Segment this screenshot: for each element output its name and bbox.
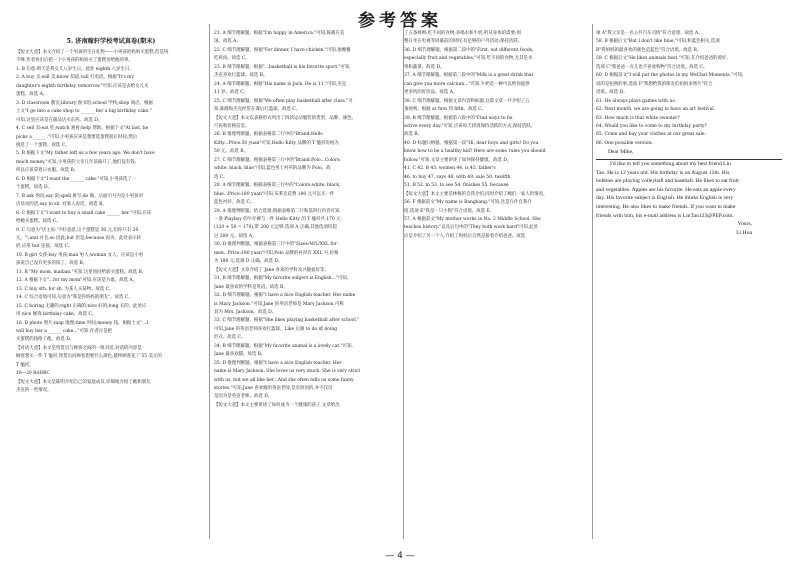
text-line: 语境。故选 D。 xyxy=(596,90,628,96)
text-line: 上文"I go into a cake shop to ______ her a big birthday cake." xyxy=(16,109,152,115)
letter-greeting: Dear Mike, xyxy=(608,149,634,156)
text-line: 59. C 根据后文"He likes animals best."可知,在介绍爸爸的爱好, xyxy=(596,56,728,62)
column-1-lines xyxy=(16,49,206,396)
text-line: 60. D 根据前文"I will put the photos in my WeChat Moments."可知, xyxy=(596,73,744,79)
column-2-lines xyxy=(214,30,402,410)
text-line: 更多钙的好饮品。故选 A。 xyxy=(404,90,458,96)
text-line: with us, but we all like her...And she often tells us some funny xyxy=(214,377,354,383)
text-line: 8. C 根据下文"I want to buy a small cake ______ her."可知,应该 xyxy=(16,210,152,216)
letter-closing: Yours, xyxy=(737,221,752,228)
text-line: 店员说的话,say to sb. 对某人说话。故选 B。 xyxy=(16,202,107,208)
text-line: 40. D 标题归纳题。根据第一段"Hi, dear boys and girls! Do you xyxy=(404,140,539,146)
answer-column-4 xyxy=(596,30,782,539)
text-line: 1. B 句意:明天是我女儿八岁生日。此处 eighth 八岁生日。 xyxy=(16,66,134,72)
text-line: 应是介绍了另一个人,介绍了妈妈后自然是接着介绍爸爸。故选 xyxy=(404,233,526,239)
text-line: 39. B 细节理解题。根据第六段中的"Find ways to be xyxy=(404,115,513,121)
text-line: 果和蔬菜。故选 D。 xyxy=(404,64,445,70)
text-line: 其为 Mrs. Jackson。故选 D。 xyxy=(214,309,277,315)
text-line: 国。故选 A。 xyxy=(214,39,241,45)
text-line: daughter's eighth birthday tomorrow."可知,应该是去给女儿买 xyxy=(16,83,149,89)
text-line: 15. C boring 无趣的;right 正确的;nice 好的;long 长的。此处应 xyxy=(16,303,147,309)
text-line: 23. B 细节理解题。根据"...basketball is his favorite sport."可知, xyxy=(214,64,351,70)
text-line: 50 元。故选 B。 xyxy=(214,149,248,155)
text-line: 尺码和价格信息。 xyxy=(214,123,250,129)
letter-body xyxy=(596,159,782,220)
text-line: 整日坐在电视等屏幕前的时间,有足够的户外活动;保持活跃。 xyxy=(404,39,523,45)
text-line: 65. Come and buy your clothes at our great sale. xyxy=(596,132,706,138)
text-line: 个蛋糕。故选 D。 xyxy=(16,185,53,191)
text-line: 11 岁。故选 C。 xyxy=(214,90,249,96)
text-line: blue...Price:180 yuan"可知,布莱克花费 180 元可以买一件 xyxy=(214,191,335,197)
letter-line: and vegetables. Apples are his favorite. He eats an apple every xyxy=(596,186,736,193)
letter-line: I'd like to tell you something about my best friend Lin xyxy=(610,160,731,167)
column-4-lines xyxy=(596,30,782,148)
text-line: 46. to buy 47. says 48. with 49. sale 50. twelfth xyxy=(404,174,511,180)
text-line: 35. D 推理判断题。根据"I have a nice English teacher. Her xyxy=(214,360,342,366)
text-line: 32. D 细节理解题。根据"I have a nice English teacher. Her name xyxy=(214,293,356,299)
text-line: 杰克的一些情况。 xyxy=(16,388,52,394)
text-line: 6. D 根据下文"I want the ______ cake."可知,小男孩选了一 xyxy=(16,176,137,182)
text-line: 2. A buy 买;sell 卖;know 知道;call 打电话。根据"It's my xyxy=(16,75,134,81)
text-line: teaches history."以及后句中的"They both work hard"可知,此处 xyxy=(404,225,539,231)
text-line: stories."可知,Jane 喜欢她的英语老师,是有原因的,并不仅仅 xyxy=(214,386,333,392)
text-line: 吃鸡肉。故选 C。 xyxy=(214,56,250,62)
text-line: Kitty...Price:50 yuan"可知,Hello Kitty 品牌的 T 恤衫价格为 xyxy=(214,140,339,146)
text-line: T 恤衫。 xyxy=(16,362,34,368)
text-line: 34. B 细节理解题。根据"My favorite animal is a lovely cat."可知, xyxy=(214,343,353,349)
column-3-lines xyxy=(404,30,589,241)
text-line: 蓝色衬衫。故选 C。 xyxy=(214,200,255,206)
text-line: 3. D classroom 教室;library 图书馆;school 学校;shop 商店。根据 xyxy=(16,100,153,106)
text-line: 58. B 根据后文"But I don't like blue."可知,和蓝色相关,选项 xyxy=(596,39,720,45)
text-line: 知,陈晓和杰克经常在课后打篮球。故选 C。 xyxy=(214,107,301,113)
answer-column-1 xyxy=(16,28,206,539)
text-line: 26. B 推理判断题。根据表格第二行中的"Brand:Hello xyxy=(214,132,323,138)
text-line: 挑选了一个蛋糕。故选 C。 xyxy=(16,142,70,148)
text-line: 了五条规则:吃不同的食物;多喝水和牛奶;听从身体的需要;别 xyxy=(404,31,521,36)
text-line: will buy her a ______ cake..."可知,作者应是把 xyxy=(16,328,113,334)
text-line: 22. C 细节理解题。根据"For dinner, I have chicken."可知,他晚餐 xyxy=(214,47,351,53)
text-line: 【短文大意】文章介绍了 Jane 喜欢的学科及兴趣爱好等。 xyxy=(214,267,329,273)
text-line: men...Price:180 yuan"可知,Polo 品牌的衬衫有 XXL 号,价格 xyxy=(214,250,339,256)
text-line: 用 nice 修饰 birthday cake。故选 C。 xyxy=(16,312,97,318)
text-line: name is Mary Jackson. She loves us very much. She is very strict xyxy=(214,369,361,375)
text-line: B"我妈妈的最喜欢的颜色是蓝色"符合语境。故选 B。 xyxy=(596,47,702,53)
text-line: 57. A 根据前文"My mother works in No. 2 Middle School. She xyxy=(404,216,541,222)
text-line: 31. B 细节理解题。根据"My favorite subject is English..."可知, xyxy=(214,276,349,282)
text-line: picks a ______."可知,小男孩应该是想要选蛋糕很长时间,然后 xyxy=(16,134,138,140)
text-line: 4. C sell 卖;eat 吃;watch 观看;help 帮助。根据下文"At last, he xyxy=(16,126,149,132)
text-line: 顾客想买一件 T 恤衫,售货员问顾客想要什么颜色,最终顾客花了 55 美元的 xyxy=(16,354,162,360)
text-line: 杰克喜欢打篮球。故选 B。 xyxy=(214,73,268,79)
text-line: especially fruit and vegetables."可知,吃不同的食物,尤其是水 xyxy=(404,56,533,62)
text-line: 【短文大意】本文介绍了一个男孩的生日礼物——小男孩的妈妈买蛋糕,但是钱 xyxy=(16,50,169,55)
text-line: 可知,Jane 的英语老师喜欢打篮球。Like 后跟 to do 或 doing xyxy=(214,326,338,332)
text-line: 折,应用 but 连接。故选 C。 xyxy=(16,244,73,250)
text-line: white, black, blue"可知,蓝色男士衬衫的品牌为 Polo。故 xyxy=(214,166,331,172)
letter-line: hobbies are playing volleyball and baseball. He likes to eat fruit xyxy=(596,178,739,185)
text-line: 不够,作者看出后把一个小男孩的妈妈买了蛋糕送给他的事。 xyxy=(16,58,133,64)
text-line: 【短文大意】本文主要讲述了如何成为一个健康的孩子,文章给出 xyxy=(214,402,340,408)
text-line: follow."可知,文章主要讲述了如何保持健康。故选 D。 xyxy=(404,157,512,163)
letter-line: friends with him, his e-mail address is LinTao123@PEP.com. xyxy=(596,212,734,219)
text-line: 是因为是英语老师。故选 D。 xyxy=(214,394,273,400)
text-line: active every day."可知,应该每天找到保持活跃的方式,保持活跃。 xyxy=(404,123,536,129)
text-line: 11. B "My mom, madam."可知,这里询问给谁买蛋糕。故选 B。 xyxy=(16,269,147,275)
column-divider xyxy=(592,24,593,539)
section-title: 5. 济南稼轩学校考试真卷(期末) xyxy=(66,38,156,45)
text-line: 【短文大意】本文是陈明介绍自己的家庭成员,详细地介绍了她和朋友 xyxy=(16,379,151,385)
page-number: — 4 — xyxy=(385,551,415,561)
text-line: 【短文大意】本文以表格形式列出了四款运动服装的类型、品牌、颜色、 xyxy=(214,115,356,121)
text-line: 9. C 句意为"店主说:'不好意思,这个蛋糕是 30 元,但你只有 20 xyxy=(16,227,139,233)
text-line: 13. C buy sth. for sb. 为某人买某物。故选 C。 xyxy=(16,286,114,292)
text-line: 29. A 推理判断题。结合选项,根据表格第二行和第四行内容可知, xyxy=(214,208,341,214)
text-line: 66. One possible version: xyxy=(596,140,653,146)
text-line: 一条 Playboy 的牛仔裤与一件 Hello Kitty 的 T 恤衫共 170 元 xyxy=(214,216,341,222)
text-line: much money."可知,小男孩的父亲几年前离开了,他们没有钱, xyxy=(16,159,137,165)
text-line: is Mary Jackson."可知,Jane 的英语老师是 Mary Jackson,可称 xyxy=(214,301,344,307)
text-line: 5. B 根据下文"My father left us a few years ago. We don't have xyxy=(16,151,155,157)
text-line: (120 + 50 = 170),带 200 元足够,选项 A 正确,其他选项均超 xyxy=(214,225,337,231)
text-line: 24. A 细节理解题。根据"His name is Jack. He is 11."可知,杰克 xyxy=(214,81,347,87)
text-line: 16. D photo 照片;map 地图;time 时间;money 钱。根据上文"...I xyxy=(16,320,149,326)
text-line: 51. B 52. m 53. to see 54. finishes 55. because xyxy=(404,183,509,189)
text-line: 说的是拍照的事,选项 F"我想给我的朋友们拍很多照片"符合 xyxy=(596,81,713,87)
text-line: 条规则。根据 at first 到 fifth。故选 C。 xyxy=(404,107,487,113)
text-line: 为 180 元,选项 D 正确。故选 D。 xyxy=(214,259,283,265)
text-line: 项 A"我父亲是一名公共汽车司机"符合语境。故选 A。 xyxy=(596,31,703,36)
column-divider xyxy=(209,24,210,539)
text-line: 30. D 推理判断题。根据表格第三行中的"Sizes:M/L/XXL for xyxy=(214,242,337,248)
text-line: 10. B girl 女孩;boy 男孩;man 男人;woman 女人。应该是小男 xyxy=(16,252,144,258)
text-line: 买蛋糕的钱给了他。故选 D。 xyxy=(16,337,75,343)
letter-line: interesting. He also likes to make friends. If you want to make xyxy=(596,203,736,210)
text-line: 【短文大意】本文主要是林梅的自我介绍,同时介绍了她们一家人的情况。 xyxy=(404,191,548,197)
text-line: 12. A 根据下文"...for my mom"可知,应该是为谁。故选 A。 xyxy=(16,278,138,284)
page-title: 参考答案 xyxy=(358,11,442,31)
text-line: 37. A 细节理解题。根据第三段中的"Milk is a great drink that xyxy=(404,73,534,79)
text-line: 61. He always plays games with us. xyxy=(596,98,677,104)
text-line: 27. C 细节理解题。根据表格第三行中的"Brand:Polo...Colors: xyxy=(214,157,341,163)
text-line: 绍,选项 E"我是一只小狗"符合语境。故选 E。 xyxy=(404,208,495,214)
text-line: 41. C 42. B 43. women 44. is 45. father's xyxy=(404,166,496,172)
text-line: 可知,这里应该是在甜品店买东西。故选 D。 xyxy=(16,117,103,123)
text-line: 21. A 细节理解题。根据"I'm happy in America."可知,陈晓在美 xyxy=(214,31,345,36)
text-line: 33. C 细节理解题。根据"She likes playing basketball after school." xyxy=(214,318,360,324)
text-line: 64. Would you like to come to my birthday party? xyxy=(596,123,707,129)
text-line: 14. C 综合语境可知,句意为"我是你妈妈的朋友"。故选 C。 xyxy=(16,295,133,301)
text-line: 元。'";and 并且;so 因此;but 但是;because 因为。此处表示转 xyxy=(16,235,142,241)
answer-column-2 xyxy=(214,30,402,539)
text-line: 蛋糕。故选 A。 xyxy=(16,92,48,98)
text-line: 形式。故选 C。 xyxy=(214,335,246,341)
text-line: 63. How much is that white sweater? xyxy=(596,115,680,121)
sample-letter xyxy=(596,148,782,237)
text-line: 过 200 元。故选 A。 xyxy=(214,233,257,239)
text-line: Jane 最喜欢猫。故选 B。 xyxy=(214,352,266,358)
text-line: 给她买蛋糕。故选 C。 xyxy=(16,219,61,225)
text-line: 28. A 细节理解题。根据表格第三行中的"Colors:white, black, xyxy=(214,183,341,189)
text-line: 7. B ask 询问;say 说;spell 拼写;do 做。后面引号内是小男孩对 xyxy=(16,193,144,199)
text-line: 62. Next month, we are going to have an art festival. xyxy=(596,107,716,113)
letter-line: Tao. He is 12 years old. His birthday is on August 12th. His xyxy=(596,169,730,176)
text-line: 选 C。 xyxy=(214,174,228,180)
text-line: 25. C 细节理解题。根据"We often play basketball after class."可 xyxy=(214,98,353,104)
text-line: 孩说自己没有更多的钱了。故选 B。 xyxy=(16,261,88,267)
text-line: 所以应该拿着日衣服。故选 B。 xyxy=(16,168,79,174)
text-line: 16—20 BADBC xyxy=(16,371,50,377)
text-line: 【对话大意】本文是售货员与顾客之间的一组对话,对话的内容是 xyxy=(16,345,142,351)
text-line: 38. C 细节理解题。根据文章内容和标题,这篇文章一共介绍了五 xyxy=(404,98,530,104)
text-line: know how to be a healthy kid? Here are some rules you should xyxy=(404,149,546,155)
letter-line: day. His favorite subject is English. He thinks English is very xyxy=(596,195,734,202)
text-line: 36. D 细节理解题。根据第二段中的"First, eat different foods, xyxy=(404,47,534,53)
answer-column-3 xyxy=(404,30,589,539)
letter-signature: Li Hua xyxy=(736,229,752,236)
text-line: can give you more calcium..."可知,牛奶是一种可以给你提供 xyxy=(404,81,530,87)
text-line: 故选 B。 xyxy=(404,132,422,138)
text-line: Jane 最喜欢的学科是英语。故选 B。 xyxy=(214,284,288,290)
text-line: 56. F 根据前文"My name is Bangbang."可知,这是在作自我介 xyxy=(404,200,532,206)
text-line: 选项 C"我爸爸一点儿也不喜欢购物"符合语境。故选 C。 xyxy=(596,64,708,70)
